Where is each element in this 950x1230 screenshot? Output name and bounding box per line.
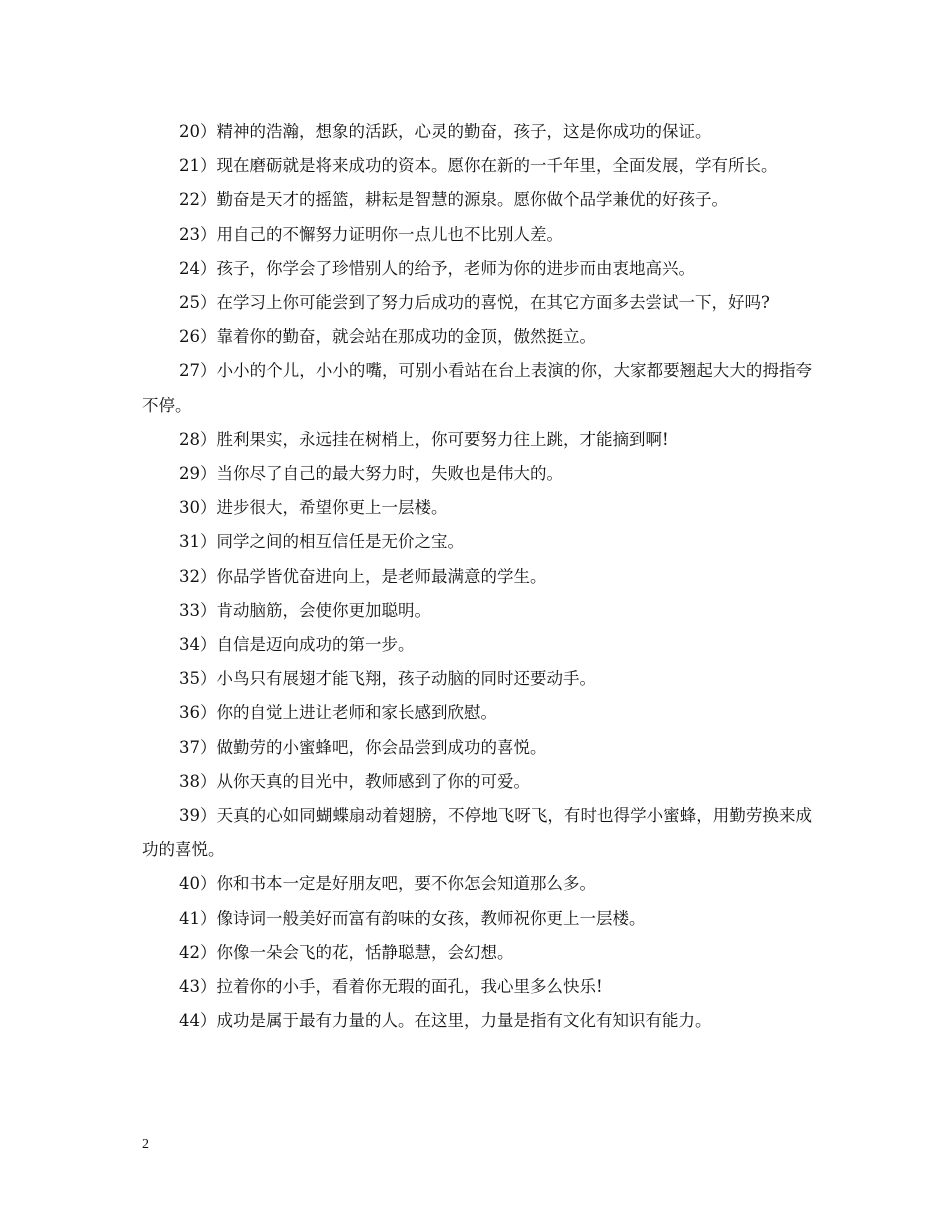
paragraph-27: 27）小小的个儿，小小的嘴，可别小看站在台上表演的你，大家都要翘起大大的拇指夸不停。 bbox=[142, 361, 812, 415]
paragraph-32: 32）你品学皆优奋进向上，是老师最满意的学生。 bbox=[179, 566, 547, 586]
paragraph-43: 43）拉着你的小手，看着你无瑕的面孔，我心里多么快乐! bbox=[179, 977, 603, 997]
paragraph-39: 39）天真的心如同蝴蝶扇动着翅膀，不停地飞呀飞，有时也得学小蜜蜂，用勤劳换来成功的喜悦。 bbox=[142, 806, 812, 860]
paragraph-29: 29）当你尽了自己的最大努力时，失败也是伟大的。 bbox=[179, 464, 563, 484]
paragraph-28: 28）胜利果实，永远挂在树梢上，你可要努力往上跳，才能摘到啊! bbox=[179, 429, 669, 449]
paragraph-25: 25）在学习上你可能尝到了努力后成功的喜悦，在其它方面多去尝试一下，好吗? bbox=[179, 293, 770, 313]
paragraph-31: 31）同学之间的相互信任是无价之宝。 bbox=[179, 532, 464, 552]
paragraph-24: 24）孩子，你学会了珍惜别人的给予，老师为你的进步而由衷地高兴。 bbox=[179, 258, 695, 278]
paragraph-36: 36）你的自觉上进让老师和家长感到欣慰。 bbox=[179, 703, 497, 723]
paragraph-22: 22）勤奋是天才的摇篮，耕耘是智慧的源泉。愿你做个品学兼优的好孩子。 bbox=[179, 190, 728, 210]
paragraph-20: 20）精神的浩瀚，想象的活跃，心灵的勤奋，孩子，这是你成功的保证。 bbox=[179, 122, 712, 141]
paragraph-23: 23）用自己的不懈努力证明你一点儿也不比别人差。 bbox=[179, 224, 563, 244]
paragraph-34: 34）自信是迈向成功的第一步。 bbox=[179, 635, 415, 655]
paragraph-26: 26）靠着你的勤奋，就会站在那成功的金顶，傲然挺立。 bbox=[179, 327, 596, 347]
paragraph-41: 41）像诗词一般美好而富有韵味的女孩，教师祝你更上一层楼。 bbox=[179, 908, 646, 928]
document-body bbox=[142, 115, 812, 1038]
paragraph-30: 30）进步很大，希望你更上一层楼。 bbox=[179, 498, 448, 518]
paragraph-42: 42）你像一朵会飞的花，恬静聪慧，会幻想。 bbox=[179, 942, 514, 962]
page-number: 2 bbox=[142, 1137, 149, 1152]
paragraph-33: 33）肯动脑筋，会使你更加聪明。 bbox=[179, 600, 431, 620]
paragraph-35: 35）小鸟只有展翅才能飞翔，孩子动脑的同时还要动手。 bbox=[179, 669, 596, 689]
paragraph-40: 40）你和书本一定是好朋友吧，要不你怎会知道那么多。 bbox=[179, 874, 596, 894]
paragraph-44: 44）成功是属于最有力量的人。在这里，力量是指有文化有知识有能力。 bbox=[179, 1011, 712, 1031]
paragraph-38: 38）从你天真的目光中，教师感到了你的可爱。 bbox=[179, 771, 530, 791]
paragraph-37: 37）做勤劳的小蜜蜂吧，你会品尝到成功的喜悦。 bbox=[179, 737, 547, 757]
paragraph-21: 21）现在磨砺就是将来成功的资本。愿你在新的一千年里，全面发展，学有所长。 bbox=[179, 156, 778, 176]
